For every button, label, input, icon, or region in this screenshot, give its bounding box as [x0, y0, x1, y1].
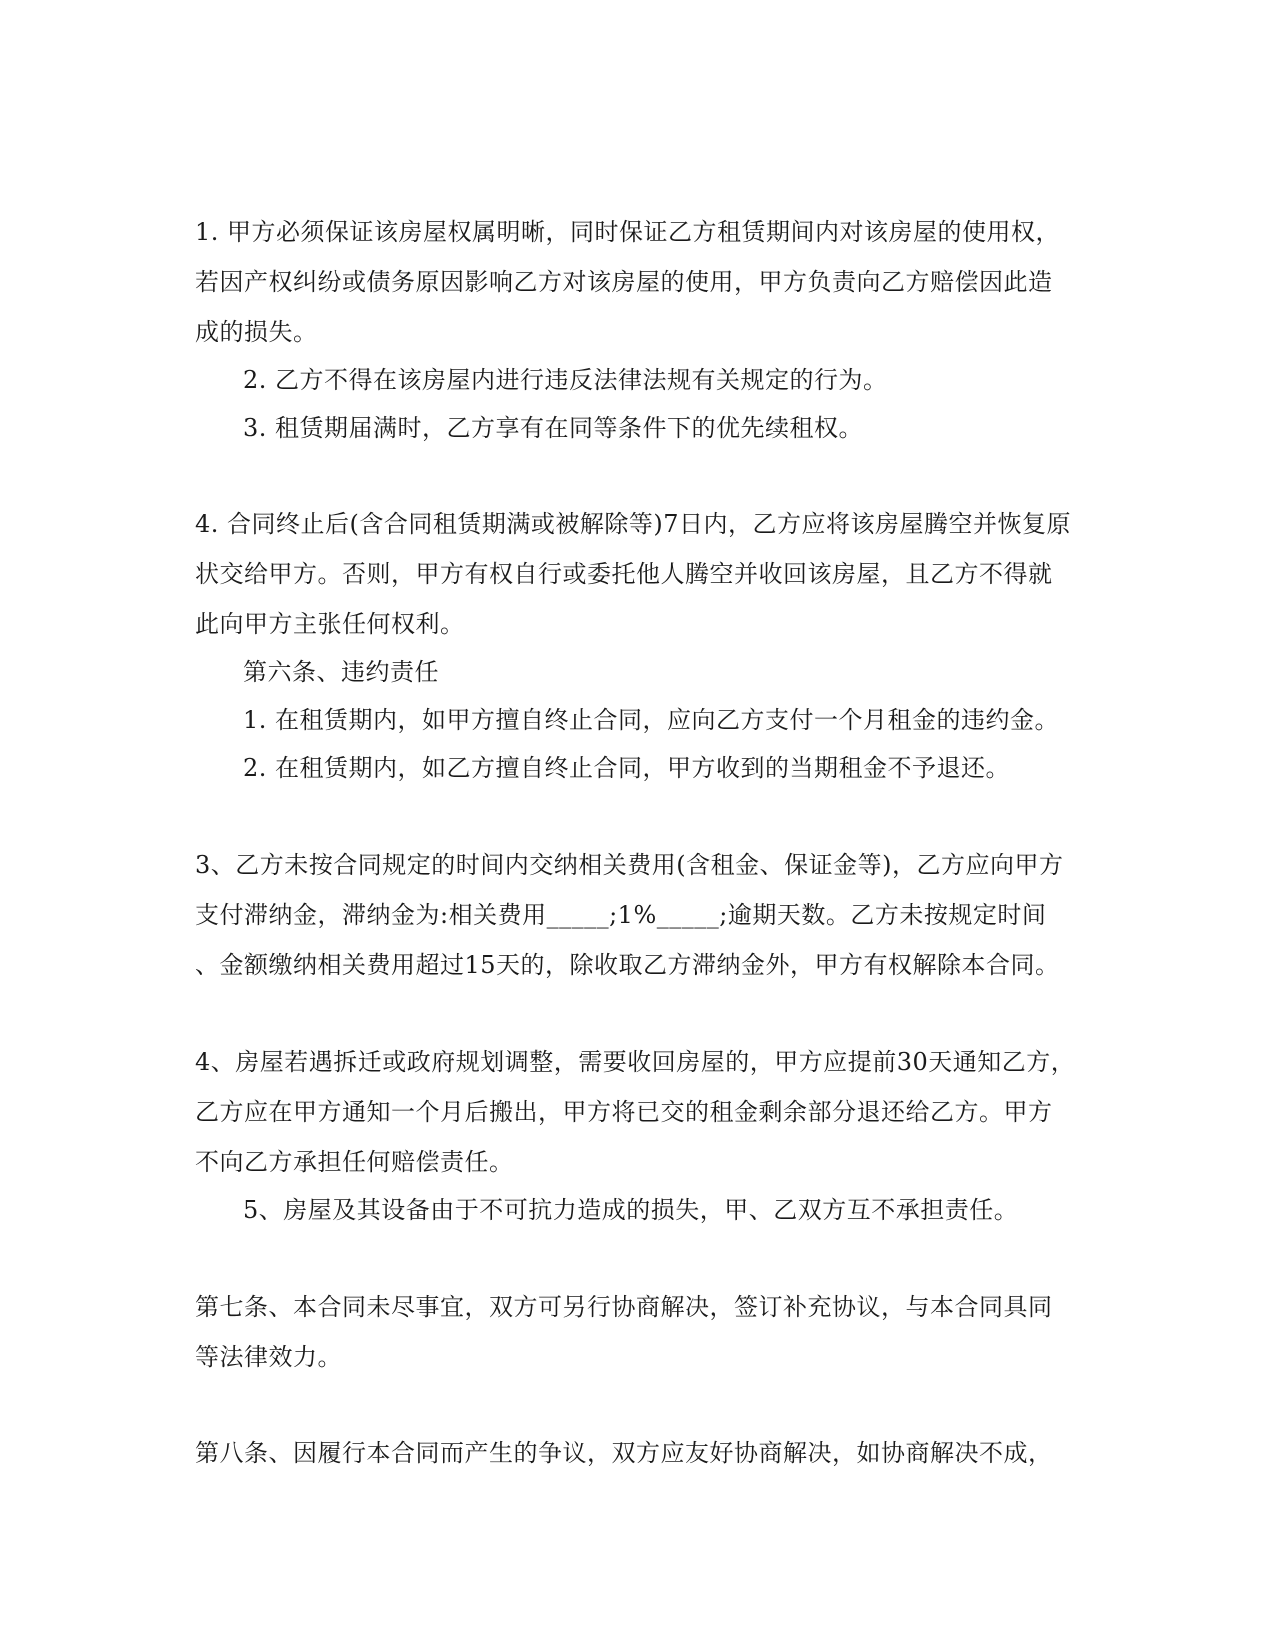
- section-heading: 第六条、违约责任: [243, 658, 439, 686]
- paragraph-line: 4. 合同终止后(含合同租赁期满或被解除等)7日内，乙方应将该房屋腾空并恢复原: [195, 510, 1072, 538]
- paragraph-line: 成的损失。: [195, 318, 318, 346]
- paragraph-line: 2. 在租赁期内，如乙方擅自终止合同，甲方收到的当期租金不予退还。: [243, 754, 1011, 782]
- paragraph-line: 等法律效力。: [195, 1343, 342, 1371]
- paragraph-line: 5、房屋及其设备由于不可抗力造成的损失，甲、乙双方互不承担责任。: [243, 1196, 1019, 1224]
- paragraph-line: 此向甲方主张任何权利。: [195, 610, 465, 638]
- paragraph-line: 第八条、因履行本合同而产生的争议，双方应友好协商解决，如协商解决不成，: [195, 1439, 1053, 1467]
- paragraph-line: 乙方应在甲方通知一个月后搬出，甲方将已交的租金剩余部分退还给乙方。甲方: [195, 1098, 1053, 1126]
- paragraph-line: 3、乙方未按合同规定的时间内交纳相关费用(含租金、保证金等)，乙方应向甲方: [195, 851, 1064, 879]
- paragraph-line: 不向乙方承担任何赔偿责任。: [195, 1148, 514, 1176]
- paragraph-line: 第七条、本合同未尽事宜，双方可另行协商解决，签订补充协议，与本合同具同: [195, 1293, 1053, 1321]
- paragraph-line: 若因产权纠纷或债务原因影响乙方对该房屋的使用，甲方负责向乙方赔偿因此造: [195, 268, 1053, 296]
- paragraph-line: 1. 甲方必须保证该房屋权属明晰，同时保证乙方租赁期间内对该房屋的使用权，: [195, 218, 1061, 246]
- paragraph-line: 、金额缴纳相关费用超过15天的，除收取乙方滞纳金外，甲方有权解除本合同。: [195, 951, 1060, 979]
- paragraph-line: 1. 在租赁期内，如甲方擅自终止合同，应向乙方支付一个月租金的违约金。: [243, 706, 1060, 734]
- paragraph-line: 支付滞纳金，滞纳金为:相关费用_____;1%_____;逾期天数。乙方未按规定时间: [195, 901, 1047, 929]
- paragraph-line: 4、房屋若遇拆迁或政府规划调整，需要收回房屋的，甲方应提前30天通知乙方，: [195, 1048, 1076, 1076]
- paragraph-line: 3. 租赁期届满时，乙方享有在同等条件下的优先续租权。: [243, 414, 864, 442]
- paragraph-line: 2. 乙方不得在该房屋内进行违反法律法规有关规定的行为。: [243, 366, 888, 394]
- paragraph-line: 状交给甲方。否则，甲方有权自行或委托他人腾空并收回该房屋，且乙方不得就: [195, 560, 1053, 588]
